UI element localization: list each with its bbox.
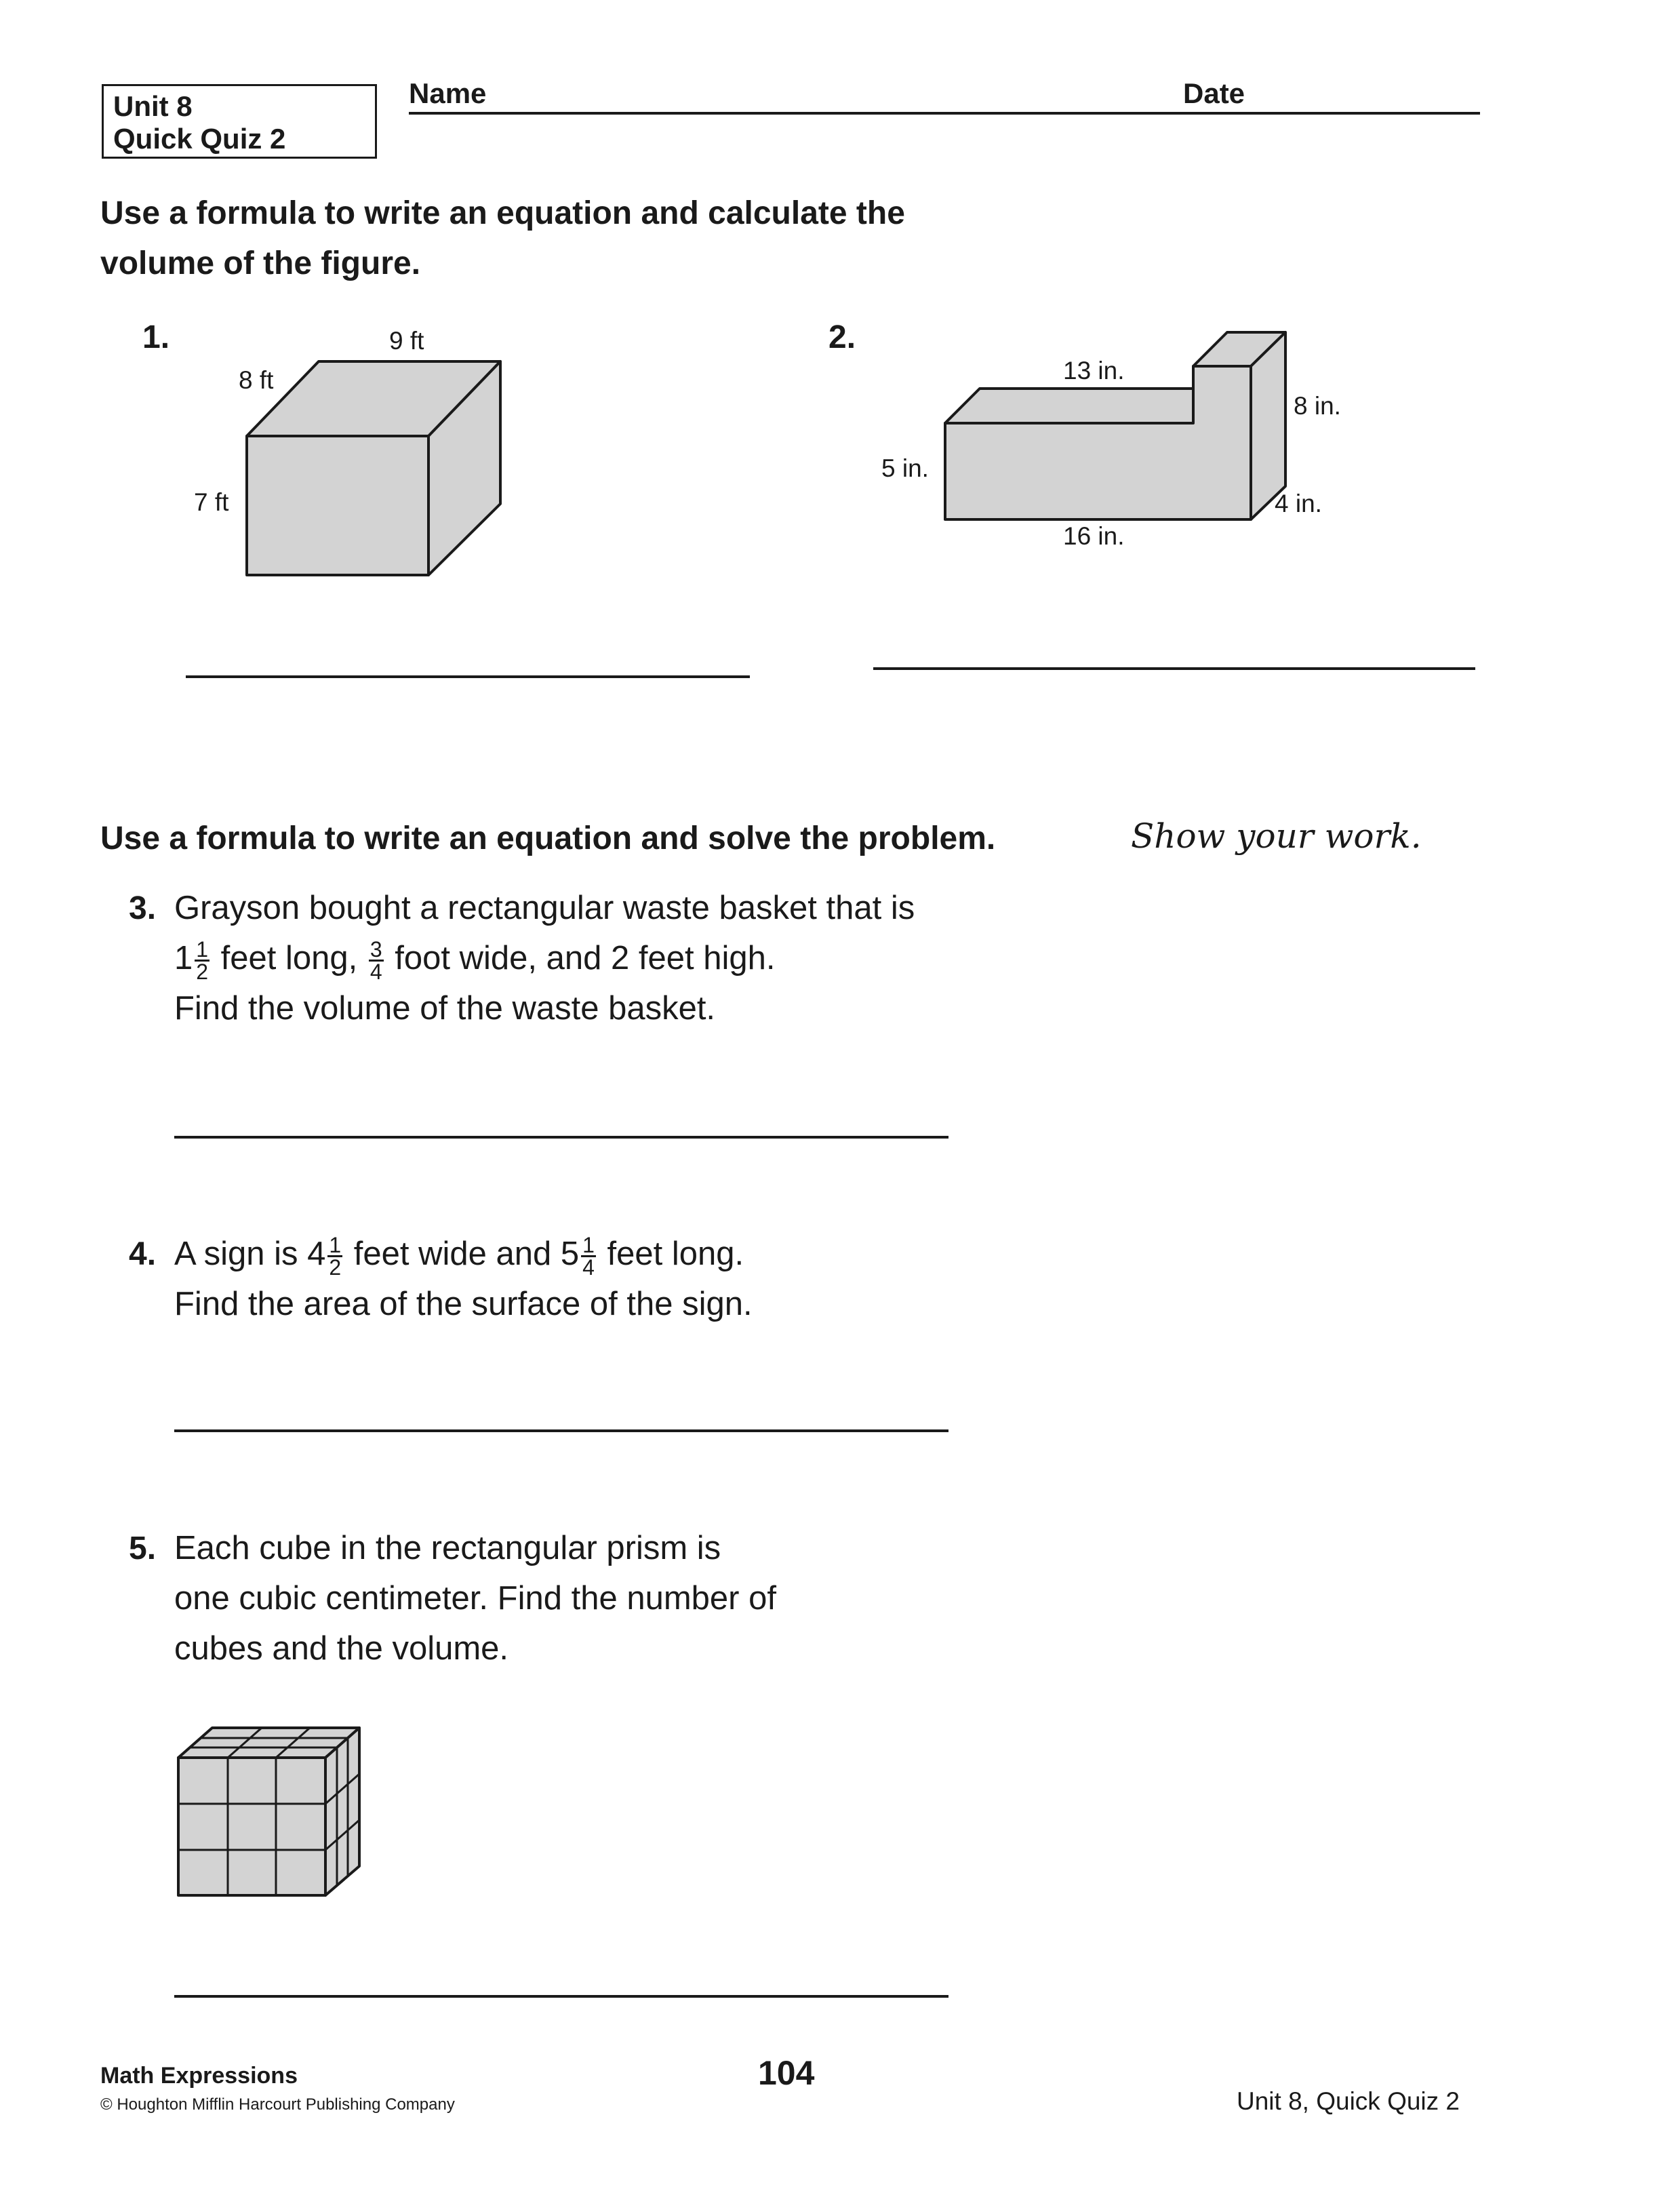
q2-answer-line[interactable] <box>873 667 1475 670</box>
section1-instructions: Use a formula to write an equation and calculate the volume of the figure. <box>100 195 905 281</box>
q2-bottom-label: 16 in. <box>1063 522 1125 550</box>
q4-number: 4. <box>129 1236 157 1272</box>
q1-number: 1. <box>142 319 170 355</box>
unit-title: Unit 8 <box>113 90 193 122</box>
q1-width-label: 9 ft <box>389 327 424 355</box>
q4-text: A sign is 4 $\frac{1}{2}$ feet wide and 5 $\frac{1}{4}$ feet long. Find the area of the surface of the sign. <box>174 1232 753 1322</box>
q3-number: 3. <box>129 890 157 926</box>
q2-low-top <box>945 389 1227 423</box>
q2-depth-label: 4 in. <box>1275 490 1322 517</box>
q2-short-label: 5 in. <box>881 454 929 482</box>
footer-quiz-label: Unit 8, Quick Quiz 2 <box>1237 2087 1460 2115</box>
q5-number: 5. <box>129 1530 157 1566</box>
q5-cube-prism-figure <box>169 1716 373 1905</box>
q2-l-shape-figure <box>0 0 1678 746</box>
q5-front-face <box>178 1758 325 1895</box>
q2-number: 2. <box>828 319 856 355</box>
q2-top-label: 13 in. <box>1063 357 1125 384</box>
q1-height-label: 7 ft <box>194 488 229 516</box>
date-label: Date <box>1183 77 1245 109</box>
show-your-work-note: Show your work. <box>1131 816 1422 856</box>
footer-copyright: © Houghton Mifflin Harcourt Publishing Company <box>100 2095 455 2114</box>
q2-tall-label: 8 in. <box>1294 392 1341 420</box>
q4-answer-line[interactable] <box>174 1429 948 1432</box>
footer-brand: Math Expressions <box>100 2063 298 2089</box>
q3-fraction-length: $\frac{1}{2}$ <box>196 936 209 984</box>
section2-instructions: Use a formula to write an equation and solve the problem. <box>100 821 996 856</box>
q4-fraction-width: $\frac{1}{2}$ <box>329 1232 342 1280</box>
q3-fraction-width: $\frac{3}{4}$ <box>369 936 382 984</box>
page-number: 104 <box>758 2054 815 2092</box>
q1-depth-label: 8 ft <box>239 366 274 394</box>
q3-text: Grayson bought a rectangular waste basket that is 1 $\frac{1}{2}$ feet long, $\frac{3}{4}$ foot wide, and 2 feet high. Find the volume of the waste basket. <box>174 890 915 1027</box>
q5-text: Each cube in the rectangular prism is one cubic centimeter. Find the number of cubes and the volume. <box>174 1530 776 1667</box>
quiz-title: Quick Quiz 2 <box>113 123 286 155</box>
name-label: Name <box>409 77 487 109</box>
q3-answer-line[interactable] <box>174 1136 948 1139</box>
q4-fraction-length: $\frac{1}{4}$ <box>582 1232 595 1280</box>
q5-answer-line[interactable] <box>174 1995 948 1998</box>
q5-side-face <box>325 1728 359 1895</box>
